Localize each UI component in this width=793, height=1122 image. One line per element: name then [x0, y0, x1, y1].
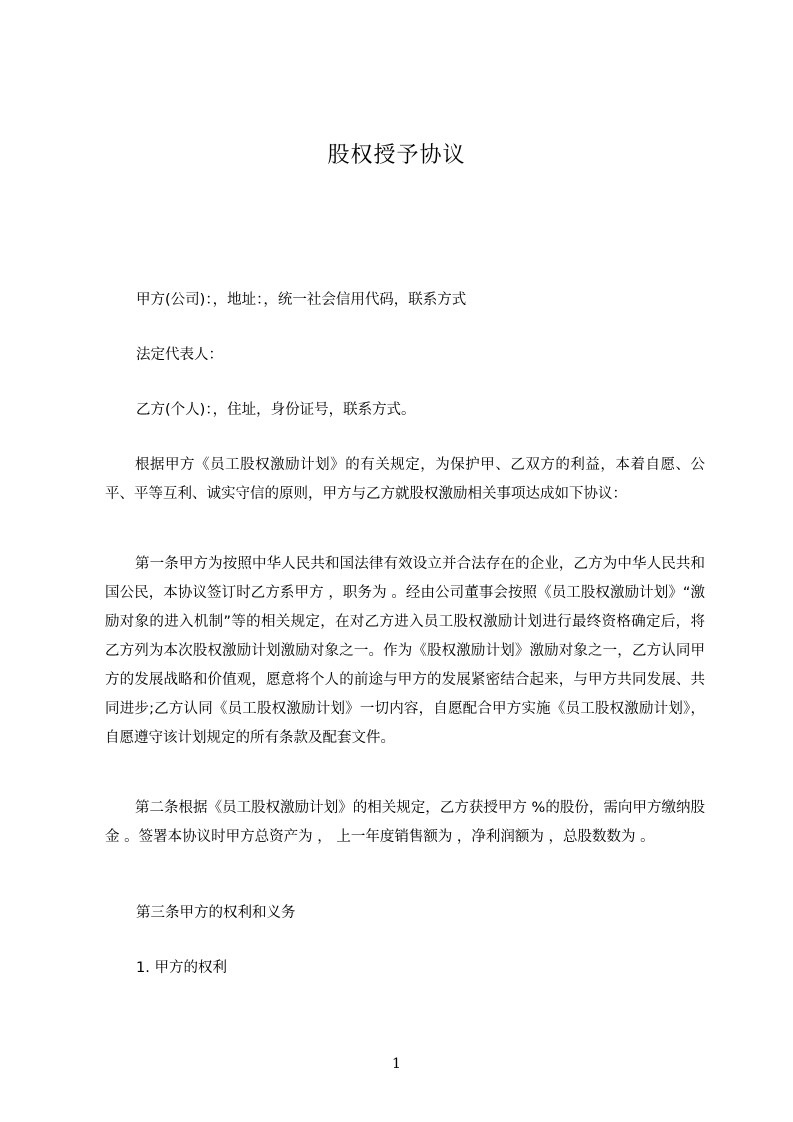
party-b-paragraph: 乙方(个人)：，住址，身份证号，联系方式。	[136, 402, 416, 418]
party-a-paragraph: 甲方(公司)：，地址：，统一社会信用代码，联系方式	[136, 292, 467, 308]
page-number: 1	[392, 1056, 401, 1072]
party-a-rights-heading: 1. 甲方的权利	[136, 960, 227, 976]
article-one-paragraph: 第一条甲方为按照中华人民共和国法律有效设立并合法存在的企业，乙方为中华人民共和国公民，本协议签订时乙方系甲方 ，职务为 。经由公司董事会按照《员工股权激励计划》“激励对象的进入机制”等的相关规定，在对乙方进入员工股权激励计划进行最终资格确定后，将乙方列为本次股权激励计划激励对象之一。作为《股权激励计划》激励对象之一，乙方认同甲方的发展战略和价值观，愿意将个人的前途与甲方的发展紧密结合起来，与甲方共同发展、共同进步;乙方认同《员工股权激励计划》一切内容，自愿配合甲方实施《员工股权激励计划》，自愿遵守该计划规定的所有条款及配套文件。	[105, 556, 705, 746]
legal-representative-paragraph: 法定代表人：	[136, 347, 223, 363]
agreement-basis-paragraph: 根据甲方《员工股权激励计划》的有关规定，为保护甲、乙双方的利益，本着自愿、公平、平等互利、诚实守信的原则，甲方与乙方就股权激励相关事项达成如下协议：	[105, 457, 705, 502]
article-three-heading: 第三条甲方的权利和义务	[136, 905, 296, 921]
article-two-paragraph: 第二条根据《员工股权激励计划》的相关规定，乙方获授甲方 %的股份，需向甲方缴纳股金 。签署本协议时甲方总资产为 ， 上一年度销售额为 ，净利润额为 ，总股数数为 。	[105, 800, 705, 845]
document-title: 股权授予协议	[327, 143, 466, 168]
